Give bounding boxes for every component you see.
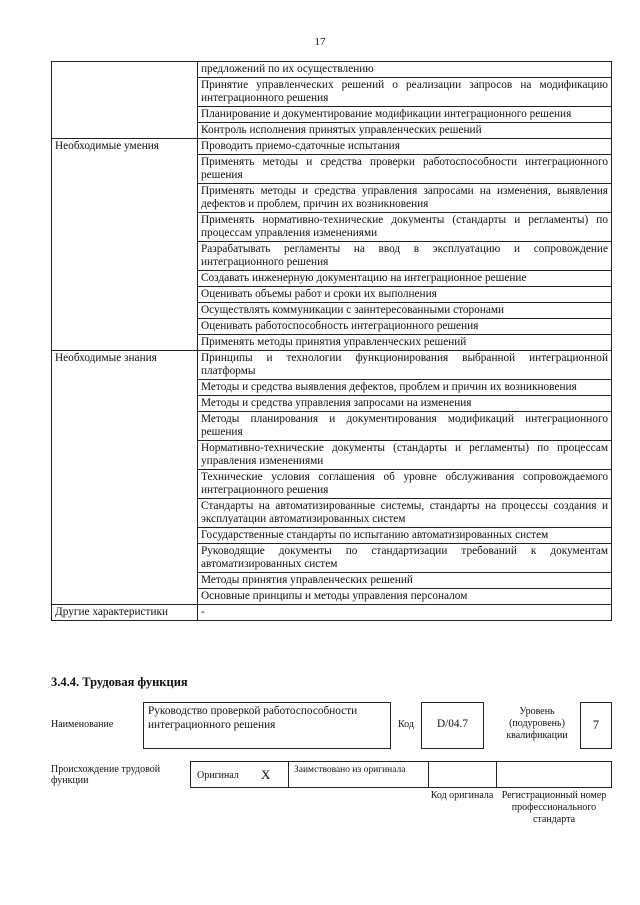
item-cell: Создавать инженерную документацию на интеграционное решение xyxy=(198,271,612,287)
category-cell: Необходимые знания xyxy=(52,351,198,605)
item-cell: Нормативно-технические документы (стандарты и регламенты) по процессам управления изменениями xyxy=(198,441,612,470)
item-cell: Методы и средства выявления дефектов, проблем и причин их возникновения xyxy=(198,380,612,396)
item-cell: Оценивать работоспособность интеграционного решения xyxy=(198,319,612,335)
function-name-value: Руководство проверкой работоспособности интеграционного решения xyxy=(148,705,358,731)
page-number: 17 xyxy=(314,36,326,48)
table-row xyxy=(52,139,612,155)
category-cell: Другие характеристики xyxy=(52,605,198,621)
code-label: Код xyxy=(398,719,414,730)
divider xyxy=(496,762,497,787)
item-cell: Методы планирования и документирования модификаций интеграционного решения xyxy=(198,412,612,441)
section-heading: 3.4.4. Трудовая функция xyxy=(51,675,188,689)
category-cell: Необходимые умения xyxy=(52,139,198,351)
code-caption: Код оригинала xyxy=(430,790,494,801)
item-cell: Применять нормативно-технические документы (стандарты и регламенты) по процессам управления изменениями xyxy=(198,213,612,242)
item-cell: Методы принятия управленческих решений xyxy=(198,573,612,589)
category-cell xyxy=(52,62,198,139)
function-code-value: D/04.7 xyxy=(436,718,469,730)
item-cell: предложений по их осуществлению xyxy=(198,62,612,78)
divider xyxy=(428,762,429,787)
skills-table xyxy=(51,61,612,621)
origin-table xyxy=(190,761,612,788)
level-label: Уровень (подуровень) квалификации xyxy=(506,706,568,741)
item-cell: Применять методы принятия управленческих решений xyxy=(198,335,612,351)
item-cell: Планирование и документирование модификации интеграционного решения xyxy=(198,107,612,123)
origin-label: Происхождение трудовой функции xyxy=(51,764,161,786)
table-row xyxy=(52,351,612,380)
item-cell: Разрабатывать регламенты на ввод в эксплуатацию и сопровождение интеграционного решения xyxy=(198,242,612,271)
item-cell: Государственные стандарты по испытанию автоматизированных систем xyxy=(198,528,612,544)
item-cell: Принятие управленческих решений о реализации запросов на модификацию интеграционного решения xyxy=(198,78,612,107)
level-box xyxy=(580,702,612,749)
item-cell: Основные принципы и методы управления персоналом xyxy=(198,589,612,605)
item-cell: Методы и средства управления запросами на изменения xyxy=(198,396,612,412)
item-cell: Технические условия соглашения об уровне обслуживания сопровождаемого интеграционного решения xyxy=(198,470,612,499)
item-cell: Контроль исполнения принятых управленческих решений xyxy=(198,123,612,139)
divider xyxy=(288,762,289,787)
item-cell: Применять методы и средства проверки работоспособности интеграционного решения xyxy=(198,155,612,184)
function-code-box xyxy=(421,702,484,749)
table-row xyxy=(52,62,612,78)
item-cell: - xyxy=(198,605,612,621)
borrowed-label: Заимствовано из оригинала xyxy=(294,765,406,775)
item-cell: Осуществлять коммуникации с заинтересованными сторонами xyxy=(198,303,612,319)
reg-caption: Регистрационный номер профессионального стандарта xyxy=(501,790,607,825)
item-cell: Оценивать объемы работ и сроки их выполнения xyxy=(198,287,612,303)
level-value: 7 xyxy=(592,718,600,732)
table-row xyxy=(52,605,612,621)
item-cell: Проводить приемо-сдаточные испытания xyxy=(198,139,612,155)
item-cell: Применять методы и средства управления запросами на изменения, выявления дефектов и проблем, причин их возникновения xyxy=(198,184,612,213)
item-cell: Руководящие документы по стандартизации требований к документам автоматизированных систем xyxy=(198,544,612,573)
original-label: Оригинал xyxy=(197,770,239,781)
item-cell: Принципы и технологии функционирования выбранной интеграционной платформы xyxy=(198,351,612,380)
original-mark: X xyxy=(261,767,271,782)
name-label: Наименование xyxy=(51,719,114,730)
function-name-box xyxy=(143,702,391,749)
item-cell: Стандарты на автоматизированные системы, стандарты на процессы создания и эксплуатации автоматизированных систем xyxy=(198,499,612,528)
